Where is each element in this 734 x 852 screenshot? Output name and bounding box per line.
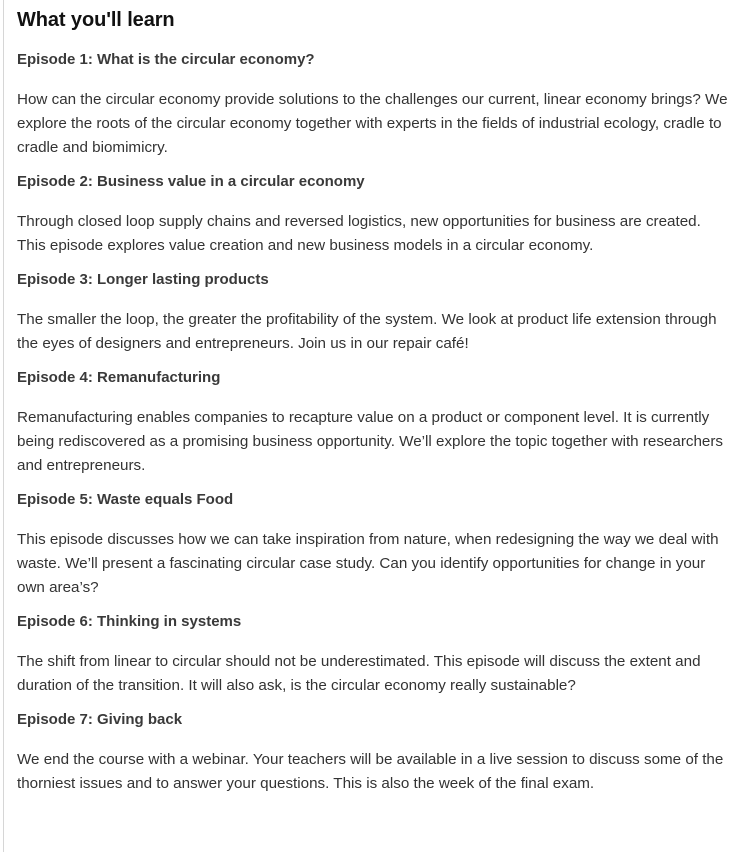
- episode-4: [17, 368, 728, 478]
- episode-title: Episode 1: What is the circular economy?: [17, 51, 315, 68]
- episode-title: Episode 2: Business value in a circular economy: [17, 173, 365, 190]
- episode-title: Episode 5: Waste equals Food: [17, 491, 234, 508]
- episode-description: This episode discusses how we can take inspiration from nature, when redesigning the way we deal with waste. We’ll present a fascinating circular case study. Can you identify opportunities for change in your own area’s?: [17, 531, 719, 596]
- episode-description: We end the course with a webinar. Your teachers will be available in a live session to discuss some of the thorniest issues and to answer your questions. This is also the week of the final exam.: [17, 751, 724, 792]
- course-content-panel: [3, 0, 734, 852]
- episode-1: [17, 50, 728, 160]
- episode-2: [17, 172, 728, 258]
- episode-title: Episode 6: Thinking in systems: [17, 613, 242, 630]
- section-title: What you'll learn: [17, 9, 175, 31]
- episode-3: [17, 270, 728, 356]
- episode-description: The shift from linear to circular should not be underestimated. This episode will discuss the extent and duration of the transition. It will also ask, is the circular economy really sustainable?: [17, 653, 701, 694]
- episode-title: Episode 4: Remanufacturing: [17, 369, 221, 386]
- episode-5: [17, 490, 728, 600]
- episode-description: The smaller the loop, the greater the profitability of the system. We look at product life extension through the eyes of designers and entrepreneurs. Join us in our repair café!: [17, 311, 717, 352]
- episode-title: Episode 7: Giving back: [17, 711, 183, 728]
- episode-description: Through closed loop supply chains and reversed logistics, new opportunities for business are created. This episode explores value creation and new business models in a circular economy.: [17, 213, 701, 254]
- episode-6: [17, 612, 728, 698]
- episode-description: Remanufacturing enables companies to recapture value on a product or component level. It is currently being rediscovered as a promising business opportunity. We’ll explore the topic together with researchers and entrepreneurs.: [17, 409, 724, 474]
- episode-description: How can the circular economy provide solutions to the challenges our current, linear economy brings? We explore the roots of the circular economy together with experts in the fields of industrial ecology, cradle to cradle and biomimicry.: [17, 91, 728, 156]
- episode-7: [17, 710, 728, 796]
- episode-title: Episode 3: Longer lasting products: [17, 271, 269, 288]
